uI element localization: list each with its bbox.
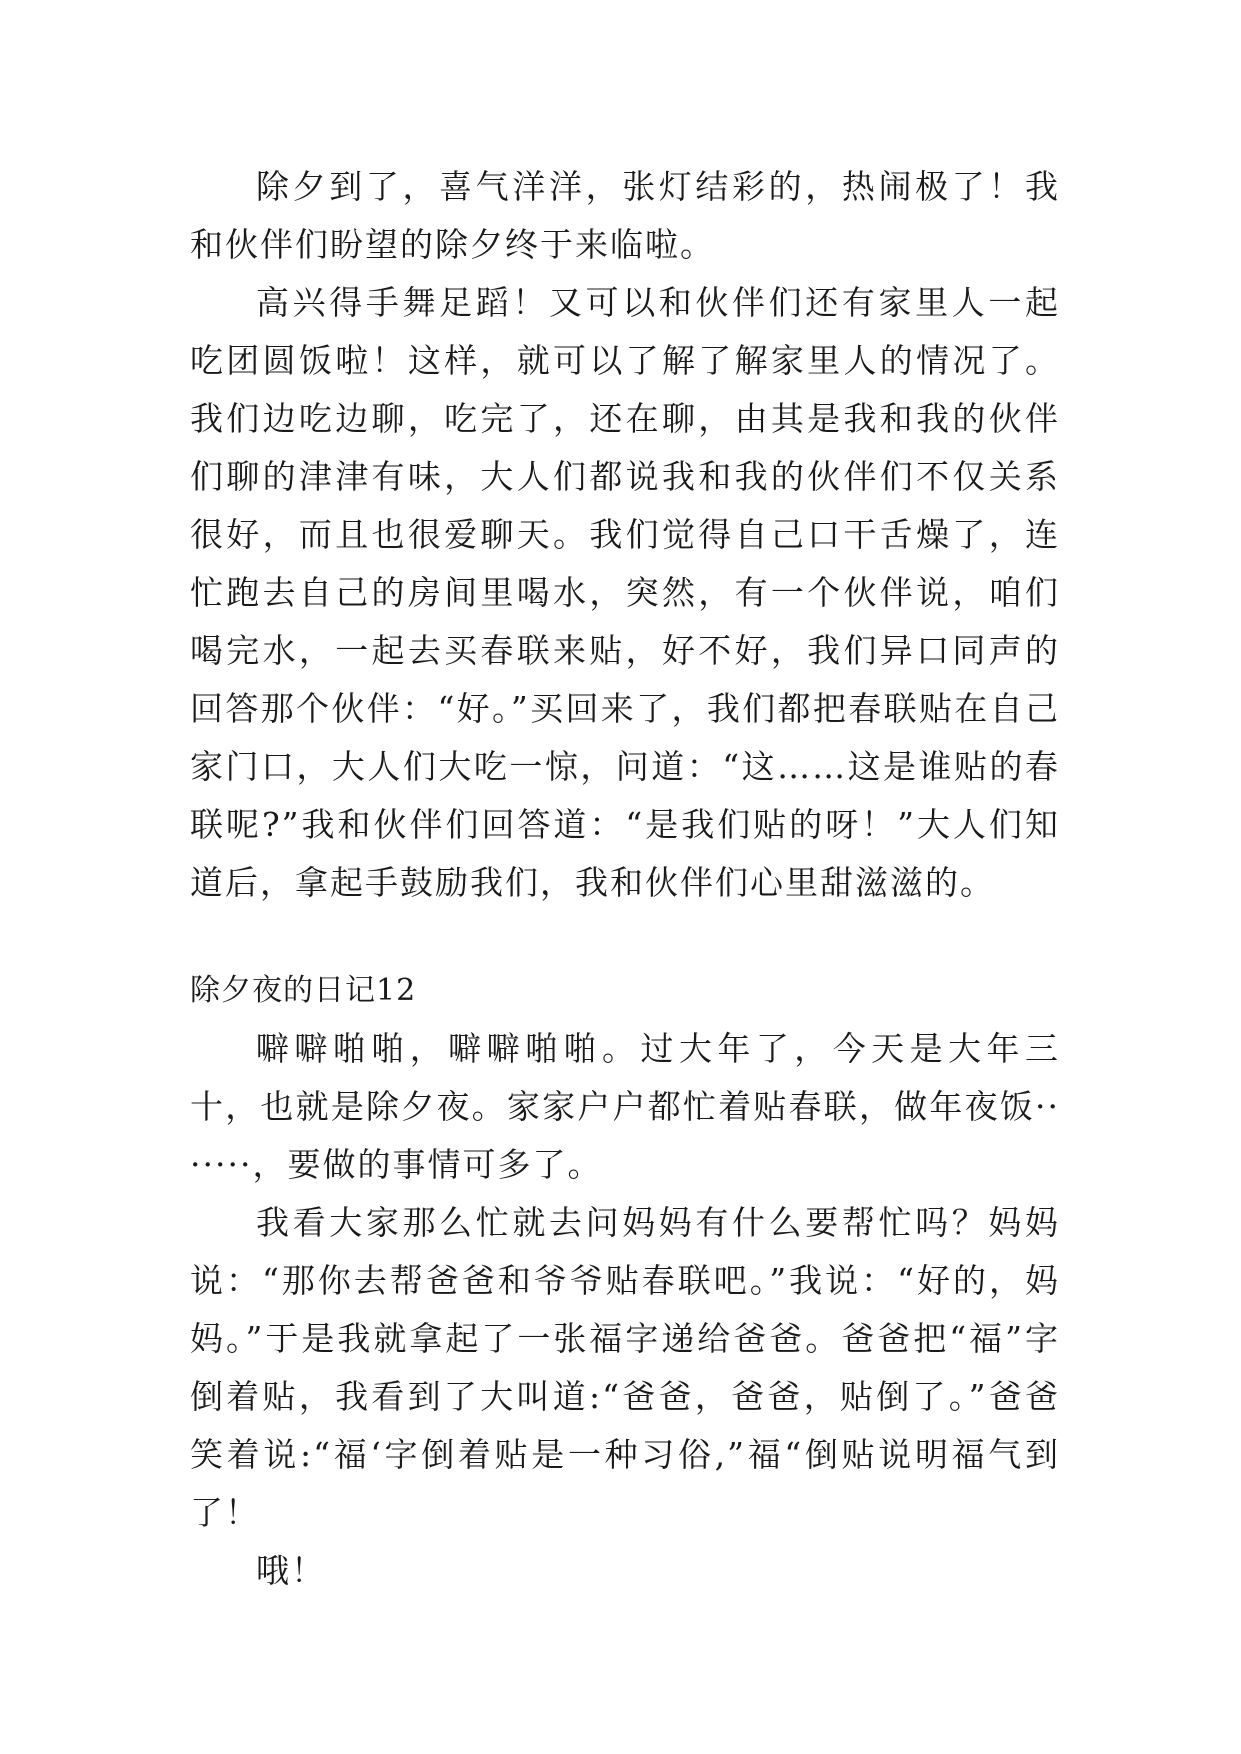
paragraph: 除夕到了，喜气洋洋，张灯结彩的，热闹极了！我和伙伴们盼望的除夕终于来临啦。 xyxy=(190,167,1060,264)
paragraph: 噼噼啪啪，噼噼啪啪。过大年了，今天是大年三十，也就是除夕夜。家家户户都忙着贴春联，做年夜饭·······，要做的事情可多了。 xyxy=(190,1029,1060,1184)
section-title: 除夕夜的日记12 xyxy=(190,973,417,1008)
paragraph: 哦！ xyxy=(256,1551,326,1590)
document-body xyxy=(190,158,1060,1600)
section-spacer xyxy=(190,912,1060,962)
paragraph: 高兴得手舞足蹈！又可以和伙伴们还有家里人一起吃团圆饭啦！这样，就可以了解了解家里人的情况了。我们边吃边聊，吃完了，还在聊，由其是我和我的伙伴们聊的津津有味，大人们都说我和我的伙伴们不仅关系很好，而且也很爱聊天。我们觉得自己口干舌燥了，连忙跑去自己的房间里喝水，突然，有一个伙伴说，咱们喝完水，一起去买春联来贴，好不好，我们异口同声的回答那个伙伴：“好。”买回来了，我们都把春联贴在自己家门口，大人们大吃一惊，问道：“这……这是谁贴的春联呢?”我和伙伴们回答道：“是我们贴的呀！”大人们知道后，拿起手鼓励我们，我和伙伴们心里甜滋滋的。 xyxy=(190,283,1060,902)
paragraph: 我看大家那么忙就去问妈妈有什么要帮忙吗？妈妈说：“那你去帮爸爸和爷爷贴春联吧。”我说：“好的，妈妈。”于是我就拿起了一张福字递给爸爸。爸爸把“福”字倒着贴，我看到了大叫道:“爸爸，爸爸，贴倒了。”爸爸笑着说:“福‘字倒着贴是一种习俗,”福“倒贴说明福气到了！ xyxy=(190,1203,1060,1532)
